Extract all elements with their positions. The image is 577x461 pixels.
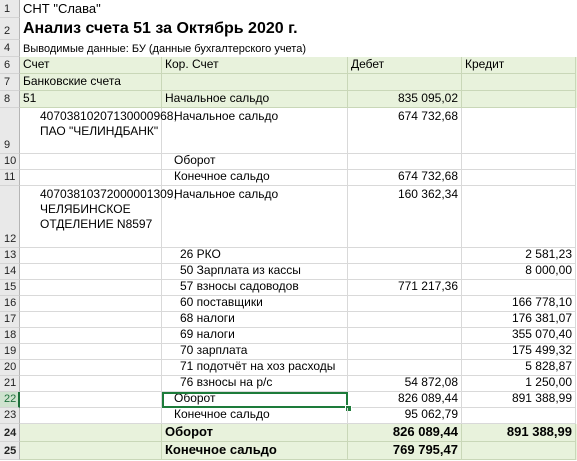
sheet-row	[0, 40, 577, 57]
row-header[interactable]: 4	[0, 40, 20, 57]
debet-cell[interactable]: 826 089,44	[348, 392, 462, 408]
row-header[interactable]: 23	[0, 408, 20, 424]
kredit-cell[interactable]	[462, 108, 576, 154]
kor-account-cell[interactable]: 60 поставщики	[162, 296, 348, 312]
row-header[interactable]: 16	[0, 296, 20, 312]
account-cell[interactable]	[20, 360, 162, 376]
table-row	[0, 328, 577, 344]
kor-account-cell[interactable]: 70 зарплата	[162, 344, 348, 360]
account-cell[interactable]	[20, 328, 162, 344]
report-title[interactable]: Анализ счета 51 за Октябрь 2020 г.	[23, 20, 298, 37]
row-header[interactable]: 24	[0, 424, 20, 442]
account-cell[interactable]	[20, 392, 162, 408]
row-header[interactable]: 15	[0, 280, 20, 296]
debet-cell[interactable]: 835 095,02	[348, 91, 462, 108]
account-cell[interactable]	[20, 296, 162, 312]
table-row	[0, 344, 577, 360]
kredit-cell[interactable]: 176 381,07	[462, 312, 576, 328]
debet-cell[interactable]: 826 089,44	[348, 424, 462, 442]
account-cell[interactable]	[20, 248, 162, 264]
kor-account-cell[interactable]: 71 подотчёт на хоз расходы	[162, 360, 348, 376]
debet-cell[interactable]	[348, 344, 462, 360]
debet-cell[interactable]	[348, 296, 462, 312]
kor-account-cell[interactable]: 57 взносы садоводов	[162, 280, 348, 296]
header-account[interactable]: Счет	[20, 57, 162, 74]
account-cell[interactable]: 51	[20, 91, 162, 108]
row-header[interactable]: 11	[0, 170, 20, 186]
account-cell[interactable]	[20, 264, 162, 280]
kor-account-cell[interactable]: Начальное сальдо	[162, 91, 348, 108]
kredit-cell[interactable]: 891 388,99	[462, 424, 576, 442]
kor-account-cell[interactable]: 50 Зарплата из кассы	[162, 264, 348, 280]
account-cell[interactable]: 40703810207130000968, ПАО "ЧЕЛИНДБАНК"	[20, 108, 162, 154]
total-row	[0, 424, 577, 442]
kredit-cell[interactable]	[462, 154, 576, 170]
kor-account-cell[interactable]: Оборот	[162, 424, 348, 442]
kredit-cell[interactable]: 2 581,23	[462, 248, 576, 264]
kredit-cell[interactable]	[462, 186, 576, 248]
debet-cell[interactable]	[348, 312, 462, 328]
table-row	[0, 280, 577, 296]
kredit-cell[interactable]: 5 828,87	[462, 360, 576, 376]
kredit-cell[interactable]	[462, 91, 576, 108]
kredit-cell[interactable]: 891 388,99	[462, 392, 576, 408]
debet-cell[interactable]	[348, 154, 462, 170]
account-cell[interactable]	[20, 154, 162, 170]
debet-cell[interactable]	[348, 360, 462, 376]
debet-cell[interactable]: 674 732,68	[348, 108, 462, 154]
debet-cell[interactable]: 95 062,79	[348, 408, 462, 424]
account-cell[interactable]	[20, 344, 162, 360]
row-header[interactable]: 14	[0, 264, 20, 280]
table-row	[0, 248, 577, 264]
row-header[interactable]: 2	[0, 18, 20, 40]
row-header[interactable]: 6	[0, 57, 20, 74]
row-header[interactable]: 20	[0, 360, 20, 376]
row-header[interactable]: 21	[0, 376, 20, 392]
kor-account-cell[interactable]: 26 РКО	[162, 248, 348, 264]
kor-account-cell[interactable]: 68 налоги	[162, 312, 348, 328]
debet-cell[interactable]: 769 795,47	[348, 442, 462, 460]
account-cell[interactable]	[20, 408, 162, 424]
kor-account-cell[interactable]: Начальное сальдо	[162, 108, 348, 154]
header-row	[0, 57, 577, 74]
debet-cell[interactable]: 160 362,34	[348, 186, 462, 248]
kredit-cell[interactable]: 355 070,40	[462, 328, 576, 344]
debet-cell[interactable]: 771 217,36	[348, 280, 462, 296]
kredit-cell[interactable]	[462, 408, 576, 424]
table-row	[0, 312, 577, 328]
account-cell[interactable]: 40703810372000001309, ЧЕЛЯБИНСКОЕ ОТДЕЛЕНИЕ N8597	[20, 186, 162, 248]
data-source-line[interactable]: Выводимые данные: БУ (данные бухгалтерского учета)	[23, 43, 306, 55]
kredit-cell[interactable]	[462, 442, 576, 460]
account-cell[interactable]	[20, 424, 162, 442]
header-row	[0, 74, 577, 91]
header-debet[interactable]: Дебет	[348, 57, 462, 74]
sheet-row	[0, 0, 577, 18]
kor-account-cell[interactable]: Конечное сальдо	[162, 442, 348, 460]
header-kor-account[interactable]: Кор. Счет	[162, 57, 348, 74]
kor-account-cell[interactable]: Начальное сальдо	[162, 186, 348, 248]
header-empty[interactable]	[162, 74, 348, 91]
kredit-cell[interactable]	[462, 170, 576, 186]
table-row	[0, 186, 577, 248]
debet-cell[interactable]: 54 872,08	[348, 376, 462, 392]
header-empty[interactable]	[348, 74, 462, 91]
table-row	[0, 91, 577, 108]
total-row	[0, 442, 577, 460]
kor-account-cell[interactable]: 69 налоги	[162, 328, 348, 344]
table-row	[0, 154, 577, 170]
kor-account-cell[interactable]: 76 взносы на р/с	[162, 376, 348, 392]
row-header[interactable]: 8	[0, 91, 20, 108]
table-row	[0, 170, 577, 186]
kor-account-cell-selected[interactable]: Оборот	[162, 392, 348, 408]
account-cell[interactable]	[20, 376, 162, 392]
table-row	[0, 408, 577, 424]
table-row	[0, 108, 577, 154]
row-header[interactable]: 18	[0, 328, 20, 344]
debet-cell[interactable]	[348, 328, 462, 344]
kor-account-cell[interactable]: Конечное сальдо	[162, 170, 348, 186]
kor-account-cell[interactable]: Конечное сальдо	[162, 408, 348, 424]
row-header[interactable]: 10	[0, 154, 20, 170]
row-header[interactable]: 25	[0, 442, 20, 460]
account-cell[interactable]	[20, 312, 162, 328]
kredit-cell[interactable]: 166 778,10	[462, 296, 576, 312]
row-header[interactable]: 12	[0, 186, 20, 248]
table-row	[0, 376, 577, 392]
account-cell[interactable]	[20, 170, 162, 186]
row-header[interactable]: 17	[0, 312, 20, 328]
debet-cell[interactable]	[348, 264, 462, 280]
table-row	[0, 392, 577, 408]
table-row	[0, 264, 577, 280]
org-title[interactable]: СНТ "Слава"	[23, 1, 101, 16]
kredit-cell[interactable]: 8 000,00	[462, 264, 576, 280]
row-header[interactable]: 1	[0, 0, 20, 18]
kor-account-cell[interactable]: Оборот	[162, 154, 348, 170]
row-header[interactable]: 7	[0, 74, 20, 91]
kredit-cell[interactable]	[462, 280, 576, 296]
header-bank-accounts[interactable]: Банковские счета	[20, 74, 162, 91]
row-header-selected[interactable]: 22	[0, 392, 20, 408]
header-empty[interactable]	[462, 74, 576, 91]
debet-cell[interactable]: 674 732,68	[348, 170, 462, 186]
table-row	[0, 296, 577, 312]
kredit-cell[interactable]: 175 499,32	[462, 344, 576, 360]
account-cell[interactable]	[20, 280, 162, 296]
row-header[interactable]: 13	[0, 248, 20, 264]
header-kredit[interactable]: Кредит	[462, 57, 576, 74]
debet-cell[interactable]	[348, 248, 462, 264]
row-header[interactable]: 19	[0, 344, 20, 360]
sheet-row	[0, 18, 577, 40]
table-row	[0, 360, 577, 376]
kredit-cell[interactable]: 1 250,00	[462, 376, 576, 392]
row-header[interactable]: 9	[0, 108, 20, 154]
account-cell[interactable]	[20, 442, 162, 460]
